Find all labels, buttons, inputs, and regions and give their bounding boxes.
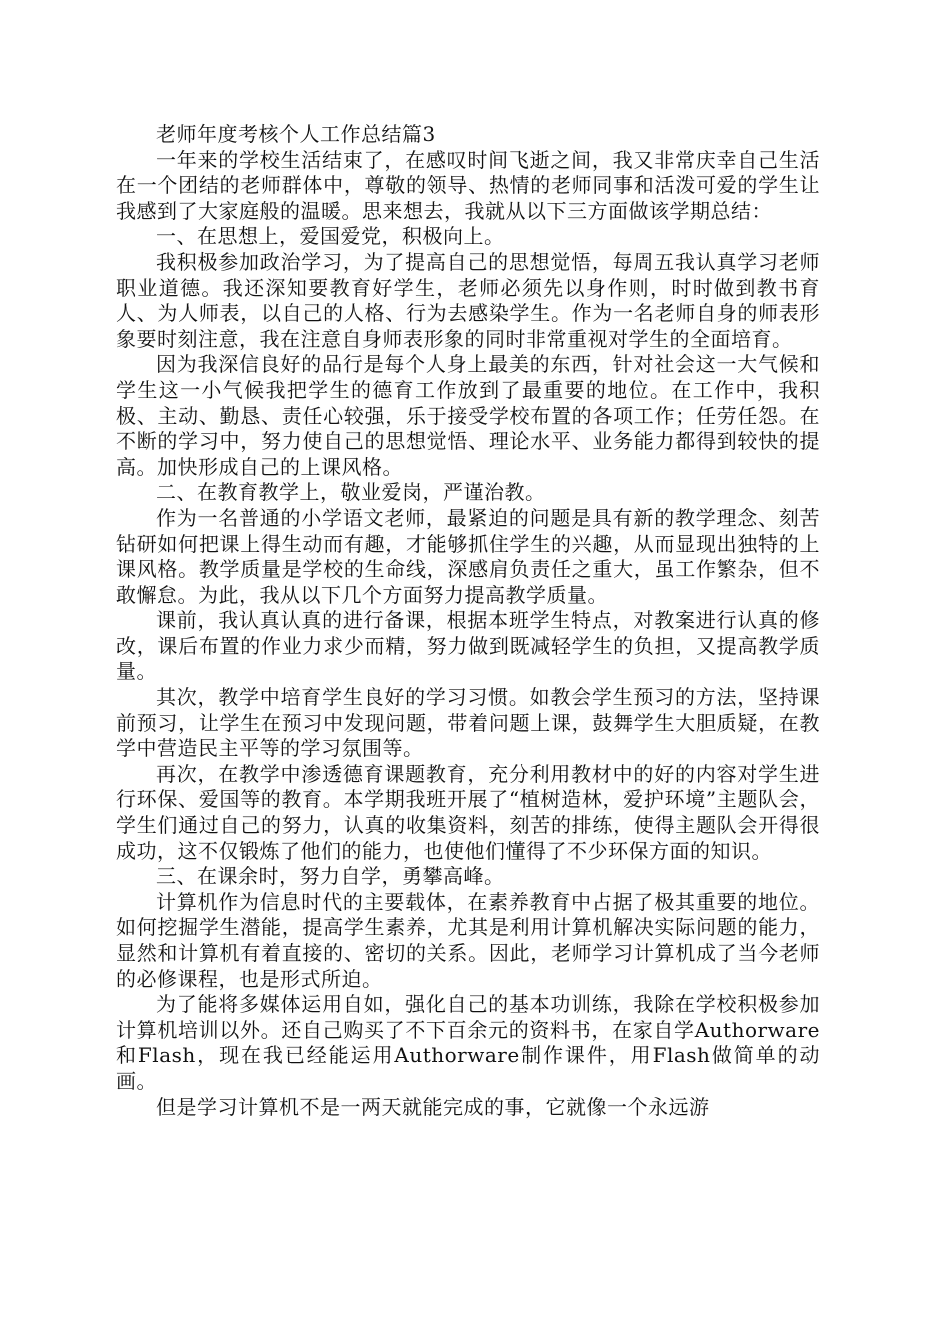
document-page xyxy=(116,122,820,1120)
paragraph: 作为一名普通的小学语文老师，最紧迫的问题是具有新的教学理念、刻苦钻研如何把课上得生动而有趣，才能够抓住学生的兴趣，从而显现出独特的上课风格。教学质量是学校的生命线，深感肩负责任之重大，虽工作繁杂，但不敢懈怠。为此，我从以下几个方面努力提高教学质量。 xyxy=(116,505,820,607)
section-heading: 一、在思想上，爱国爱党，积极向上。 xyxy=(156,224,505,249)
paragraph: 我积极参加政治学习，为了提高自己的思想觉悟，每周五我认真学习老师职业道德。我还深知要教育好学生，老师必须先以身作则，时时做到教书育人、为人师表，以自己的人格、行为去感染学生。作为一名老师自身的师表形象要时刻注意，我在注意自身师表形象的同时非常重视对学生的全面培育。 xyxy=(116,249,820,351)
paragraph: 因为我深信良好的品行是每个人身上最美的东西，针对社会这一大气候和学生这一小气候我把学生的德育工作放到了最重要的地位。在工作中，我积极、主动、勤恳、责任心较强，乐于接受学校布置的各项工作；任劳任怨。在不断的学习中，努力使自己的思想觉悟、理论水平、业务能力都得到较快的提高。加快形成自己的上课风格。 xyxy=(116,352,820,479)
paragraph: 课前，我认真认真的进行备课，根据本班学生特点，对教案进行认真的修改，课后布置的作业力求少而精，努力做到既减轻学生的负担，又提高教学质量。 xyxy=(116,608,820,684)
paragraph: 一年来的学校生活结束了，在感叹时间飞逝之间，我又非常庆幸自己生活在一个团结的老师群体中，尊敬的领导、热情的老师同事和活泼可爱的学生让我感到了大家庭般的温暖。思来想去，我就从以下三方面做该学期总结： xyxy=(116,147,820,223)
paragraph: 计算机作为信息时代的主要载体，在素养教育中占据了极其重要的地位。如何挖掘学生潜能，提高学生素养，尤其是利用计算机解决实际问题的能力，显然和计算机有着直接的、密切的关系。因此，老师学习计算机成了当今老师的必修课程，也是形式所迫。 xyxy=(116,889,820,991)
paragraph: 但是学习计算机不是一两天就能完成的事，它就像一个永远游 xyxy=(156,1094,710,1119)
paragraph: 其次，教学中培育学生良好的学习习惯。如教会学生预习的方法，坚持课前预习，让学生在预习中发现问题，带着问题上课，鼓舞学生大胆质疑，在教学中营造民主平等的学习氛围等。 xyxy=(116,685,820,761)
paragraph: 为了能将多媒体运用自如，强化自己的基本功训练，我除在学校积极参加计算机培训以外。还自己购买了不下百余元的资料书，在家自学Authorware和Flash，现在我已经能运用Authorware制作课件，用Flash做简单的动画。 xyxy=(116,992,820,1093)
section-heading: 三、在课余时，努力自学，勇攀高峰。 xyxy=(156,864,505,889)
document-title: 老师年度考核个人工作总结篇3 xyxy=(156,122,436,146)
section-heading: 二、在教育教学上，敬业爱岗，严谨治教。 xyxy=(156,480,546,505)
paragraph: 再次，在教学中渗透德育课题教育，充分利用教材中的好的内容对学生进行环保、爱国等的教育。本学期我班开展了“植树造林，爱护环境”主题队会，学生们通过自己的努力，认真的收集资料，刻苦的排练，使得主题队会开得很成功，这不仅锻炼了他们的能力，也使他们懂得了不少环保方面的知识。 xyxy=(116,761,820,863)
